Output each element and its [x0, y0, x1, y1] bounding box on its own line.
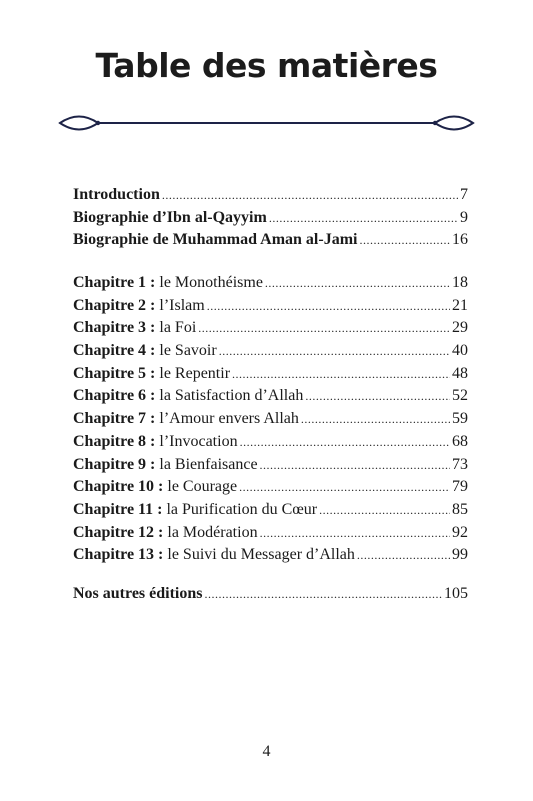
toc-entry-chapter[interactable]: Chapitre 11 : la Purification du Cœur ..... 85	[73, 501, 468, 524]
toc-entry-chapter[interactable]: Chapitre 9 : la Bienfaisance ..... 73	[73, 456, 468, 479]
toc-entry-other-editions[interactable]: Nos autres éditions ..... 105	[73, 585, 468, 608]
toc-entry-chapter[interactable]: Chapitre 10 : le Courage ..... 79	[73, 478, 468, 501]
toc-entry-chapter[interactable]: Chapitre 6 : la Satisfaction d’Allah ..... 52	[73, 387, 468, 410]
toc-back-matter	[73, 585, 468, 608]
left-diamond-ornament	[60, 117, 98, 130]
decorative-divider	[0, 108, 533, 138]
toc-entry-chapter[interactable]: Chapitre 12 : la Modération ..... 92	[73, 524, 468, 547]
right-diamond-ornament	[435, 117, 473, 130]
toc-entry-chapter[interactable]: Chapitre 5 : le Repentir ..... 48	[73, 365, 468, 388]
toc-entry-chapter[interactable]: Chapitre 1 : le Monothéisme ..... 18	[73, 274, 468, 297]
toc-entry-biography-ibn-al-qayyim[interactable]: Biographie d’Ibn al-Qayyim ..... 9	[73, 209, 468, 232]
toc-entry-chapter[interactable]: Chapitre 7 : l’Amour envers Allah ..... 59	[73, 410, 468, 433]
page-number: 4	[262, 743, 271, 760]
page-title: Table des matières	[95, 46, 438, 85]
toc-entry-chapter[interactable]: Chapitre 4 : le Savoir ..... 40	[73, 342, 468, 365]
toc-entry-chapter[interactable]: Chapitre 3 : la Foi ..... 29	[73, 319, 468, 342]
toc-front-matter	[73, 186, 468, 254]
toc-entry-chapter[interactable]: Chapitre 13 : le Suivi du Messager d’Allah ..... 99	[73, 546, 468, 569]
toc-chapters	[73, 274, 468, 569]
toc-entry-chapter[interactable]: Chapitre 8 : l’Invocation ..... 68	[73, 433, 468, 456]
toc-entry-introduction[interactable]: Introduction ..... 7	[73, 186, 468, 209]
toc-entry-chapter[interactable]: Chapitre 2 : l’Islam ..... 21	[73, 297, 468, 320]
toc-entry-biography-al-jami[interactable]: Biographie de Muhammad Aman al-Jami ..... 16	[73, 231, 468, 254]
